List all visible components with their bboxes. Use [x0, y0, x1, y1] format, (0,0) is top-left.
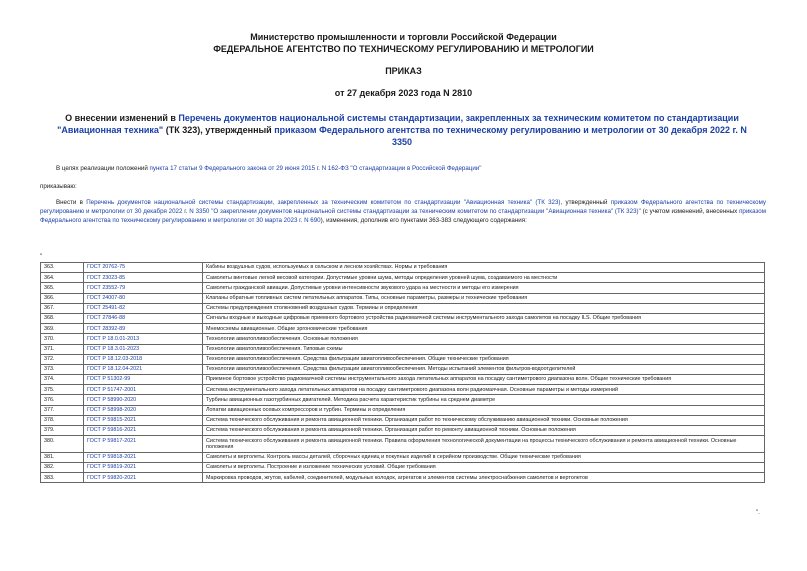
row-number: 372.	[41, 354, 84, 364]
standard-code-link[interactable]: ГОСТ Р 59820-2021	[84, 473, 203, 483]
standard-title: Мнемосхемы авиационные. Общие эргономические требования	[203, 324, 765, 334]
standards-table	[40, 262, 765, 483]
title-prefix: О внесении изменений в	[65, 113, 179, 123]
table-row	[41, 293, 765, 303]
standard-title: Технологии авиатопливообеспечения. Средства фильтрации авиатопливообеспечения. Общие технические требования	[203, 354, 765, 364]
table-row	[41, 303, 765, 313]
standard-code-link[interactable]: ГОСТ 23552-79	[84, 283, 203, 293]
standard-title: Приемное бортовое устройство радиомаячной системы инструментального захода летательных аппаратов на посадку сантиметрового диапазона волн. Общие технические требования	[203, 375, 765, 385]
standard-title: Технологии авиатопливообеспечения. Средства фильтрации авиатопливообеспечения. Методы испытаний элементов фильтров-водоотделителей	[203, 364, 765, 374]
standard-title: Система технического обслуживания и ремонта авиационной техники. Правила оформления технологической документации на процессы технического обслуживания и ремонта авиационной техники. Основные положения	[203, 436, 765, 453]
table-row	[41, 344, 765, 354]
body-paragraph	[40, 199, 766, 225]
standard-title: Технологии авиатопливообеспечения. Основные положения	[203, 334, 765, 344]
standard-title: Самолеты винтовые легкой весовой категории. Допустимые уровни шума, методы определения уровней шума, создаваемого на местности	[203, 273, 765, 283]
closing-quote: ".	[756, 510, 760, 516]
row-number: 366.	[41, 293, 84, 303]
standard-code-link[interactable]: ГОСТ Р 59818-2021	[84, 452, 203, 462]
row-number: 371.	[41, 344, 84, 354]
body-link-order[interactable]: приказом Федерального агентства по техническому регулированию и метрологии от 30 декабря 2022 г. N 3350 "О закреплении документов национальной системы стандартизации за техническим комитетом по стандартизации "Авиационная техника" (ТК 323)"	[40, 199, 766, 215]
standard-title: Система технического обслуживания и ремонта авиационной техники. Организация работ по техническому обслуживанию авиационной техники. Основные положения	[203, 415, 765, 425]
row-number: 377.	[41, 405, 84, 415]
standard-title: Самолеты и вертолеты. Контроль массы деталей, сборочных единиц и покупных изделий в серийном производстве. Общие технические требования	[203, 452, 765, 462]
body-text-3: (с учетом изменений, внесенных	[640, 207, 740, 215]
body-text-1: Внести в	[56, 199, 87, 206]
row-number: 380.	[41, 436, 84, 453]
standard-code-link[interactable]: ГОСТ Р 18.0.01-2013	[84, 334, 203, 344]
standard-title: Самолеты гражданской авиации. Допустимые уровни интенсивности звукового удара на местности и методы его измерения	[203, 283, 765, 293]
table-row	[41, 375, 765, 385]
row-number: 382.	[41, 462, 84, 472]
standard-title: Кабины воздушных судов, используемых в сельском и лесном хозяйствах. Нормы и требования	[203, 263, 765, 273]
body-text-4: ), изменения, дополнив его пунктами 363-383 следующего содержания:	[320, 216, 527, 224]
row-number: 363.	[41, 263, 84, 273]
ministry-name: Министерство промышленности и торговли Российской Федерации	[250, 32, 557, 42]
table-row	[41, 426, 765, 436]
standard-code-link[interactable]: ГОСТ Р 59819-2021	[84, 462, 203, 472]
body-link-amendment[interactable]: приказом Федерального агентства по техническому регулированию и метрологии от 30 марта 2023 г. N 690	[40, 207, 766, 224]
table-row	[41, 473, 765, 483]
document-date-number: от 27 декабря 2023 года N 2810	[334, 88, 473, 98]
body-text-2: , утвержденный	[560, 199, 611, 206]
standard-code-link[interactable]: ГОСТ 28392-89	[84, 324, 203, 334]
row-number: 378.	[41, 415, 84, 425]
table-row	[41, 405, 765, 415]
standard-title: Сигналы входные и выходные цифровые приемного бортового устройства радиомаячной системы инструментального захода самолетов на посадку ILS. Общие требования	[203, 313, 765, 323]
table-row	[41, 334, 765, 344]
row-number: 383.	[41, 473, 84, 483]
title-middle: (ТК 323), утвержденный	[163, 125, 275, 135]
standard-title: Система технического обслуживания и ремонта авиационной техники. Организация работ по ремонту авиационной техники. Основные положения	[203, 426, 765, 436]
standard-code-link[interactable]: ГОСТ Р 18.12.03-2018	[84, 354, 203, 364]
opening-quote: "	[40, 254, 43, 260]
row-number: 365.	[41, 283, 84, 293]
document-title	[52, 112, 752, 148]
row-number: 373.	[41, 364, 84, 374]
standard-code-link[interactable]: ГОСТ 25491-82	[84, 303, 203, 313]
table-row	[41, 452, 765, 462]
title-link-list[interactable]: Перечень документов национальной системы стандартизации, закрепленных за техническим комитетом по стандартизации "Авиационная техника"	[57, 113, 739, 135]
standard-code-link[interactable]: ГОСТ Р 18.12.04-2021	[84, 364, 203, 374]
table-row	[41, 415, 765, 425]
standard-code-link[interactable]: ГОСТ Р 58998-2020	[84, 405, 203, 415]
standard-code-link[interactable]: ГОСТ Р 59817-2021	[84, 436, 203, 453]
standard-title: Клапаны обратные топливных систем летательных аппаратов. Типы, основные параметры, размеры и технические требования	[203, 293, 765, 303]
row-number: 375.	[41, 385, 84, 395]
table-row	[41, 462, 765, 472]
table-row	[41, 273, 765, 283]
row-number: 370.	[41, 334, 84, 344]
row-number: 374.	[41, 375, 84, 385]
standard-title: Система инструментального захода летательных аппаратов на посадку сантиметрового диапазона волн радиомаячная. Основные параметры и методы измерений	[203, 385, 765, 395]
row-number: 381.	[41, 452, 84, 462]
table-row	[41, 324, 765, 334]
table-row	[41, 436, 765, 453]
order-word: приказываю:	[40, 183, 77, 190]
row-number: 376.	[41, 395, 84, 405]
agency-name: ФЕДЕРАЛЬНОЕ АГЕНТСТВО ПО ТЕХНИЧЕСКОМУ РЕГУЛИРОВАНИЮ И МЕТРОЛОГИИ	[213, 44, 594, 54]
title-link-order[interactable]: приказом Федерального агентства по техническому регулированию и метрологии от 30 декабря 2022 г. N 3350	[274, 125, 747, 147]
standard-code-link[interactable]: ГОСТ 20762-75	[84, 263, 203, 273]
standard-code-link[interactable]: ГОСТ Р 51747-2001	[84, 385, 203, 395]
standard-code-link[interactable]: ГОСТ Р 59816-2021	[84, 426, 203, 436]
row-number: 364.	[41, 273, 84, 283]
standard-code-link[interactable]: ГОСТ Р 51302-99	[84, 375, 203, 385]
standard-code-link[interactable]: ГОСТ Р 58990-2020	[84, 395, 203, 405]
standard-code-link[interactable]: ГОСТ 23023-85	[84, 273, 203, 283]
standard-title: Технологии авиатопливообеспечения. Типовые схемы	[203, 344, 765, 354]
table-row	[41, 364, 765, 374]
standard-code-link[interactable]: ГОСТ Р 18.3.01-2023	[84, 344, 203, 354]
intro-prefix: В целях реализации положений	[56, 165, 150, 172]
document-type: ПРИКАЗ	[385, 66, 422, 76]
standard-title: Лопатки авиационных осевых компрессоров и турбин. Термины и определения	[203, 405, 765, 415]
intro-paragraph	[56, 165, 756, 174]
table-row	[41, 263, 765, 273]
row-number: 379.	[41, 426, 84, 436]
table-row	[41, 283, 765, 293]
table-row	[41, 354, 765, 364]
standard-title: Турбины авиационных газотурбинных двигателей. Методика расчета характеристик турбины на среднем диаметре	[203, 395, 765, 405]
intro-law-link[interactable]: пункта 17 статьи 9 Федерального закона от 29 июня 2015 г. N 162-ФЗ "О стандартизации в Российской Федерации"	[149, 165, 482, 172]
row-number: 369.	[41, 324, 84, 334]
standard-title: Маркировка проводов, жгутов, кабелей, соединителей, модульных колодок, агрегатов и элементов системы электроснабжения самолетов и вертолетов	[203, 473, 765, 483]
row-number: 367.	[41, 303, 84, 313]
standard-code-link[interactable]: ГОСТ Р 59815-2021	[84, 415, 203, 425]
row-number: 368.	[41, 313, 84, 323]
body-link-list[interactable]: Перечень документов национальной системы стандартизации, закрепленных за техническим комитетом по стандартизации "Авиационная техника" (ТК 323)	[86, 199, 561, 206]
table-row	[41, 385, 765, 395]
standard-code-link[interactable]: ГОСТ 24007-80	[84, 293, 203, 303]
standard-code-link[interactable]: ГОСТ 27846-88	[84, 313, 203, 323]
standard-title: Самолеты и вертолеты. Построение и изложение технических условий. Общие требования	[203, 462, 765, 472]
standard-title: Системы предупреждения столкновений воздушных судов. Термины и определения	[203, 303, 765, 313]
table-row	[41, 313, 765, 323]
table-row	[41, 395, 765, 405]
